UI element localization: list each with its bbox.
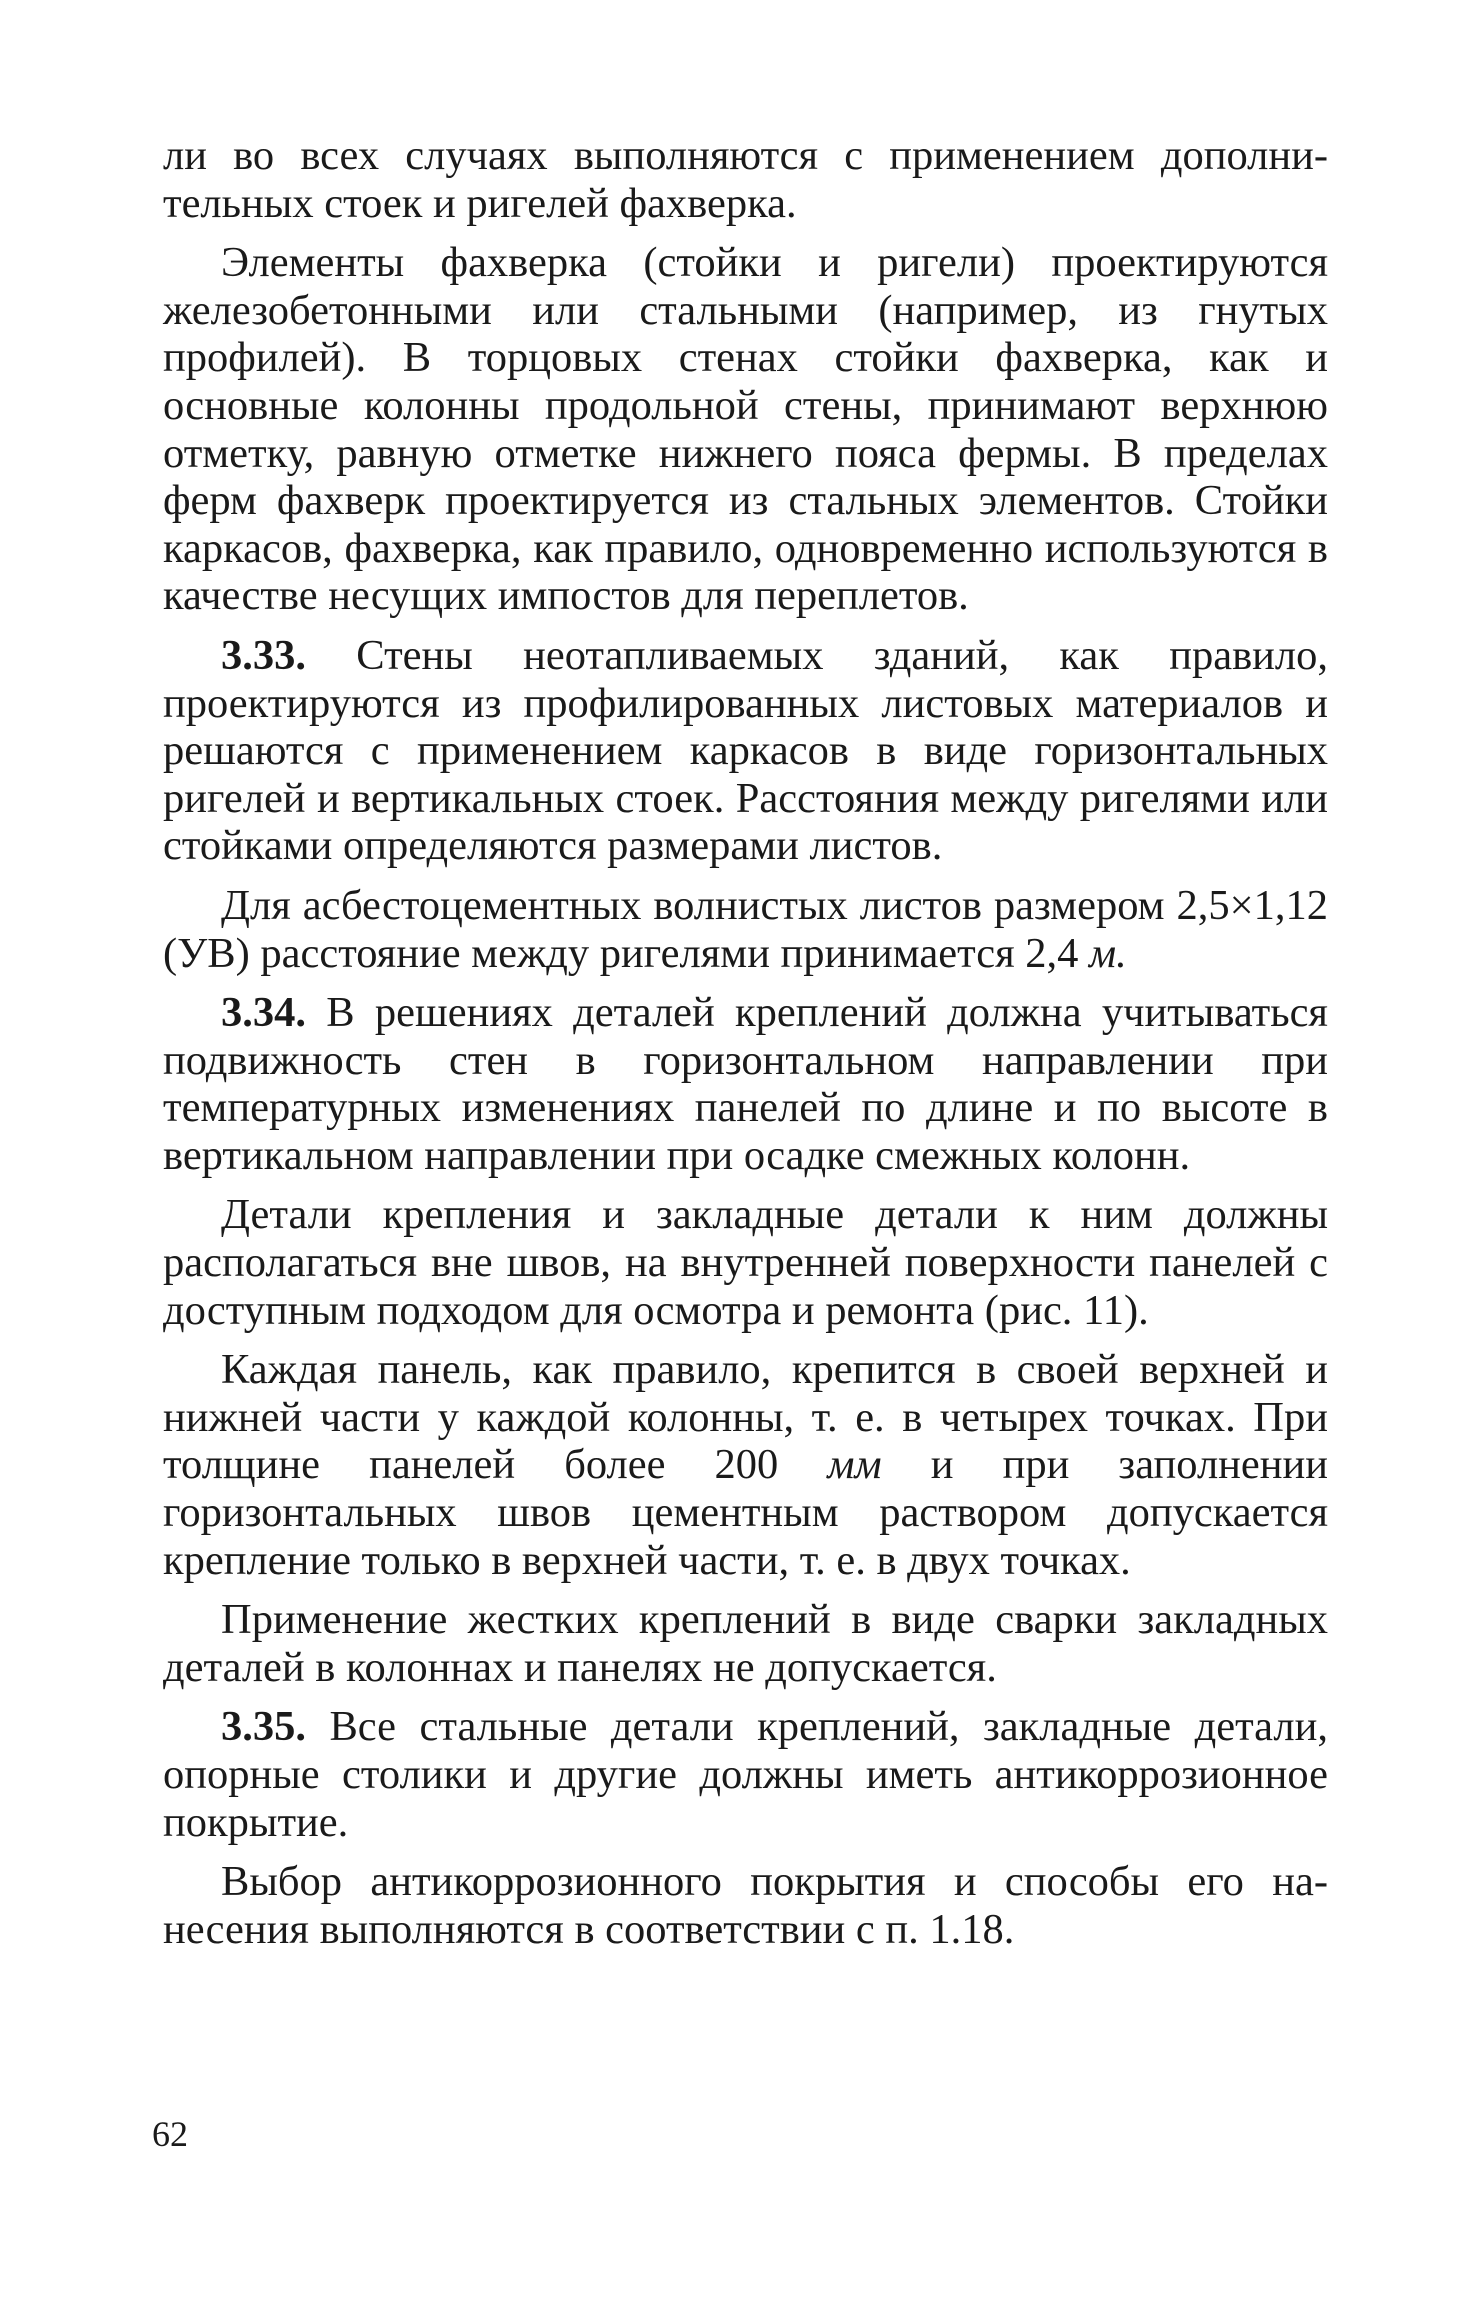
paragraph-text: и при заполнении горизонтальных швов цементным раствором допускается крепление только в верхней части, т. е. в двух точках. [163, 1441, 1328, 1584]
page-number: 62 [152, 2114, 188, 2154]
paragraph [163, 1346, 1328, 1584]
section-number: 3.34. [221, 989, 306, 1037]
paragraph [163, 1191, 1328, 1334]
paragraph [163, 1703, 1328, 1846]
paragraph [163, 882, 1328, 977]
paragraph-text: Применение жестких креплений в виде сварки закладных деталей в колоннах и панелях не допускается. [163, 1596, 1328, 1691]
section-number: 3.33. [221, 631, 306, 679]
paragraph-text: Стены неотапливаемых зданий, как правило, проектируются из профилированных листовых материалов и решаются с применением каркасов в виде горизонтальных ригелей и вертикальных стоек. Расстояния между ригелями или стойками определяются размерами листов. [163, 631, 1328, 870]
paragraph-text: Выбор антикоррозионного покрытия и способы его нанесения выполняются в соответствии с п. 1.18. [163, 1858, 1328, 1953]
paragraph-text: Каждая панель, как правило, крепится в своей верхней и нижней части у каждой колонны, т. е. в четырех точках. При толщине панелей более 200 [163, 1346, 1328, 1489]
paragraph [163, 1858, 1328, 1953]
unit-text: м. [1089, 929, 1127, 977]
paragraph-text: Все стальные детали креплений, закладные детали, опорные столики и другие должны иметь антикоррозионное покрытие. [163, 1703, 1328, 1846]
paragraph [163, 632, 1328, 870]
paragraph [163, 1596, 1328, 1691]
paragraph-text: ли во всех случаях выполняются с применением дополнительных стоек и ригелей фахверка. [163, 132, 1328, 227]
page-body [163, 132, 1328, 1965]
paragraph [163, 989, 1328, 1179]
paragraph-text: Детали крепления и закладные детали к ним должны располагаться вне швов, на внутренней поверхности панелей с доступным подходом для осмотра и ремонта (рис. 11). [163, 1191, 1328, 1334]
paragraph [163, 239, 1328, 620]
paragraph-text: В решениях деталей креплений должна учитываться подвижность стен в горизонтальном направлении при температурных изменениях панелей по длине и по высоте в вертикальном направлении при осадке смежных колонн. [163, 989, 1328, 1179]
paragraph-text: Элементы фахверка (стойки и ригели) проектируются железобетонными или стальными (например, из гнутых профилей). В торцовых стенах стойки фахверка, как и основные колонны продольной стены, принимают верхнюю отметку, равную отметке нижнего пояса фермы. В пределах ферм фахверк проектируется из стальных элементов. Стойки каркасов, фахверка, как правило, одновременно используются в качестве несущих импостов для переплетов. [163, 239, 1328, 620]
unit-text: мм [827, 1441, 882, 1489]
section-number: 3.35. [221, 1703, 306, 1751]
paragraph [163, 132, 1328, 227]
paragraph-text: Для асбестоцементных волнистых листов размером 2,5×1,12 (УВ) расстояние между ригелями принимается 2,4 [163, 881, 1328, 977]
